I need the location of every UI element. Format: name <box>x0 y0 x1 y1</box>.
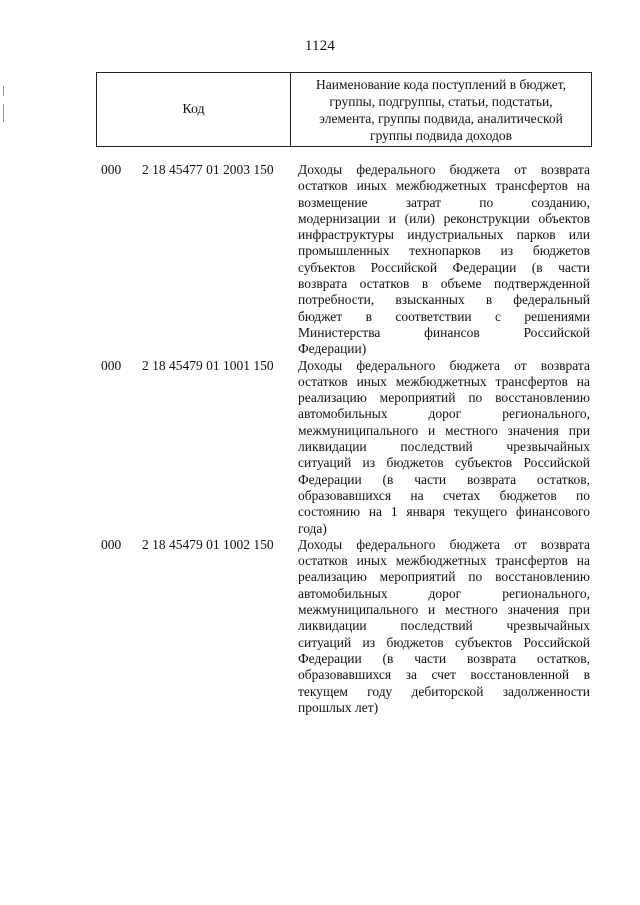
description-line: инфраструктуры индустриальных парков или <box>298 227 590 243</box>
table-body <box>0 162 640 716</box>
description-line: остатков иных межбюджетных трансфертов на <box>298 553 590 569</box>
description-line: возмещение затрат по созданию, <box>298 194 590 210</box>
header-name-line: группы подвида доходов <box>370 127 512 143</box>
header-code-cell: Код <box>97 73 291 146</box>
revenue-description <box>298 537 590 716</box>
header-name-cell <box>291 73 591 146</box>
revenue-code: 2 18 45477 01 2003 150 <box>142 162 274 177</box>
description-line: межмуниципального и местного значения при <box>298 422 590 438</box>
description-line: ликвидации последствий чрезвычайных <box>298 618 590 634</box>
revenue-code: 2 18 45479 01 1001 150 <box>142 357 274 373</box>
description-line: автомобильных дорог регионального, <box>298 585 590 601</box>
description-line: текущем году дебиторской задолженности <box>298 683 590 699</box>
admin-code: 000 <box>101 162 122 177</box>
table-row <box>0 358 640 537</box>
description-line: реализацию мероприятий по восстановлению <box>298 569 590 585</box>
description-line: потребности, взысканных в федеральный <box>298 292 590 308</box>
table-row <box>0 162 640 358</box>
table-header <box>96 72 592 147</box>
description-line: ликвидации последствий чрезвычайных <box>298 439 590 455</box>
header-name-line: элемента, группы подвида, аналитической <box>319 110 563 126</box>
description-line: образовавшихся на счетах бюджетов по <box>298 487 590 503</box>
description-line: остатков иных межбюджетных трансфертов на <box>298 373 590 389</box>
description-line: Доходы федерального бюджета от возврата <box>298 536 590 552</box>
table-row <box>0 537 640 716</box>
header-name-line: группы, подгруппы, статьи, подстатьи, <box>329 93 553 109</box>
description-line: остатков иных межбюджетных трансфертов на <box>298 178 590 194</box>
description-line: ситуаций из бюджетов субъектов Российской <box>298 455 590 471</box>
description-line: Министерства финансов Российской <box>298 324 590 340</box>
revenue-description <box>298 358 590 537</box>
description-line: образовавшихся за счет восстановленной в <box>298 667 590 683</box>
header-name-line: Наименование кода поступлений в бюджет, <box>315 76 566 92</box>
description-line: Доходы федерального бюджета от возврата <box>298 357 590 373</box>
description-line: года) <box>298 520 327 536</box>
description-line: субъектов Российской Федерации (в части <box>298 259 590 275</box>
description-line: Федерации (в части возврата остатков, <box>298 471 590 487</box>
description-line: модернизации и (или) реконструкции объектов <box>298 210 590 226</box>
description-line: межмуниципального и местного значения при <box>298 602 590 618</box>
description-line: прошлых лет) <box>298 699 379 715</box>
description-line: реализацию мероприятий по восстановлению <box>298 390 590 406</box>
description-line: Доходы федерального бюджета от возврата <box>298 162 590 177</box>
description-line: автомобильных дорог регионального, <box>298 406 590 422</box>
admin-code: 000 <box>101 536 122 552</box>
revenue-description <box>298 162 590 358</box>
description-line: состоянию на 1 января текущего финансового <box>298 504 590 520</box>
description-line: бюджет в соответствии с решениями <box>298 308 590 324</box>
scan-edge-mark <box>3 86 4 96</box>
scan-edge-mark <box>3 104 4 122</box>
description-line: возврата остатков в объеме подтвержденной <box>298 276 590 292</box>
revenue-code: 2 18 45479 01 1002 150 <box>142 536 274 552</box>
description-line: Федерации) <box>298 341 367 357</box>
description-line: ситуаций из бюджетов субъектов Российской <box>298 634 590 650</box>
page-number: 1124 <box>304 38 336 54</box>
admin-code: 000 <box>101 357 122 373</box>
description-line: Федерации (в части возврата остатков, <box>298 650 590 666</box>
description-line: промышленных технопарков из бюджетов <box>298 243 590 259</box>
